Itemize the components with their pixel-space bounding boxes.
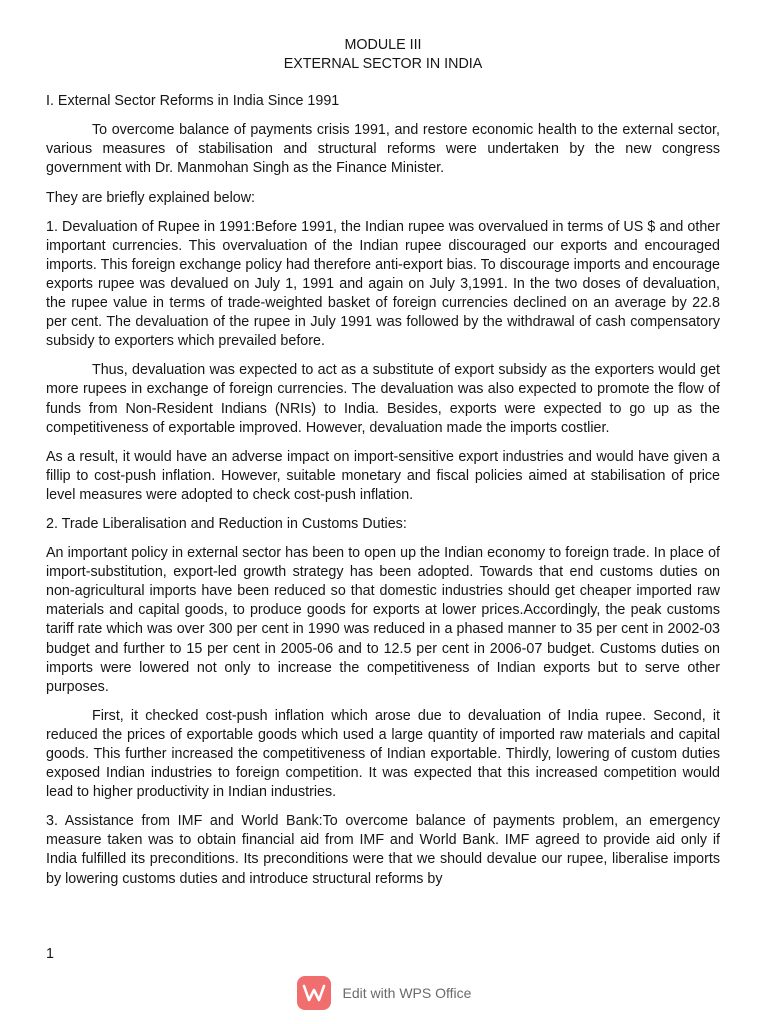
chapter-title: EXTERNAL SECTOR IN INDIA [283,56,483,73]
paragraph-customs-effects: First, it checked cost-push inflation which arose due to devaluation of India rupee. Second, it reduced the prices of exportable goods which used a large quantity of imported raw materials and capital goods. This further increased the competitiveness of Indian exportable. Thirdly, lowering of custom duties exposed Indian industries to foreign competition. It was expected that this increased competition would lead to higher productivity in Indian industries. [46,707,720,801]
paragraph-inflation: As a result, it would have an adverse impact on import-sensitive export industries and would have given a fillip to cost-push inflation. However, suitable monetary and fiscal policies aimed at stabilisation of price level measures were adopted to check cost-push inflation. [46,448,720,503]
edit-with-wps-label[interactable]: Edit with WPS Office [342,985,472,1001]
wps-logo-icon [297,976,331,1010]
module-heading: MODULE III [344,37,422,53]
section-title: I. External Sector Reforms in India Since 1991 [46,93,340,110]
paragraph-intro: To overcome balance of payments crisis 1991, and restore economic health to the external sector, various measures of stabilisation and structural reforms were undertaken by the new congress government with Dr. Manmohan Singh as the Finance Minister. [46,122,720,177]
paragraph-imf-world-bank: 3. Assistance from IMF and World Bank:To overcome balance of payments problem, an emergency measure taken was to obtain financial aid from IMF and World Bank. IMF agreed to provide aid only if India fulfilled its preconditions. Its preconditions were that we should devalue our rupee, liberalise imports by lowering customs duties and introduce structural reforms by [46,813,720,887]
wps-edit-banner[interactable] [0,975,768,1011]
page-number: 1 [46,946,54,962]
document-page [46,36,720,889]
paragraph-customs-duties: An important policy in external sector has been to open up the Indian economy to foreign trade. In place of import-substitution, export-led growth strategy has been adopted. Towards that end customs duties on non-agricultural imports have been reduced so that domestic industries should get cheaper imported raw materials and capital goods, to produce goods for exports at lower prices.Accordingly, the peak customs tariff rate which was over 300 per cent in 1990 was reduced in a phased manner to 35 per cent in 2002-03 budget and further to 15 per cent in 2005-06 and to 12.5 per cent in 2006-07 budget. Customs duties on imports were lowered not only to increase the competitiveness of Indian exports but to serve other purposes. [46,545,720,695]
paragraph-devaluation-effects: Thus, devaluation was expected to act as a substitute of export subsidy as the exporters would get more rupees in exchange of foreign currencies. The devaluation was also expected to promote the flow of funds from Non-Resident Indians (NRIs) to India. Besides, exports were expected to go up as the competitiveness of exportable improved. However, devaluation made the imports costlier. [46,362,720,436]
paragraph-devaluation: 1. Devaluation of Rupee in 1991:Before 1991, the Indian rupee was overvalued in terms of US $ and other important currencies. This overvaluation of the Indian rupee discouraged our exports and encouraged imports. This foreign exchange policy had therefore anti-export bias. To discourage imports and encourage exports rupee was devalued on July 1, 1991 and again on July 3,1991. In the two doses of devaluation, the rupee value in terms of trade-weighted basket of foreign currencies declined on an average by 22.8 per cent. The devaluation of the rupee in July 1991 was followed by the withdrawal of cash compensatory subsidy to exporters which prevailed before. [46,218,720,350]
subheading-trade-liberalisation: 2. Trade Liberalisation and Reduction in Customs Duties: [46,515,407,532]
paragraph-lead-in: They are briefly explained below: [46,189,256,206]
wps-logo-glyph [302,983,326,1003]
